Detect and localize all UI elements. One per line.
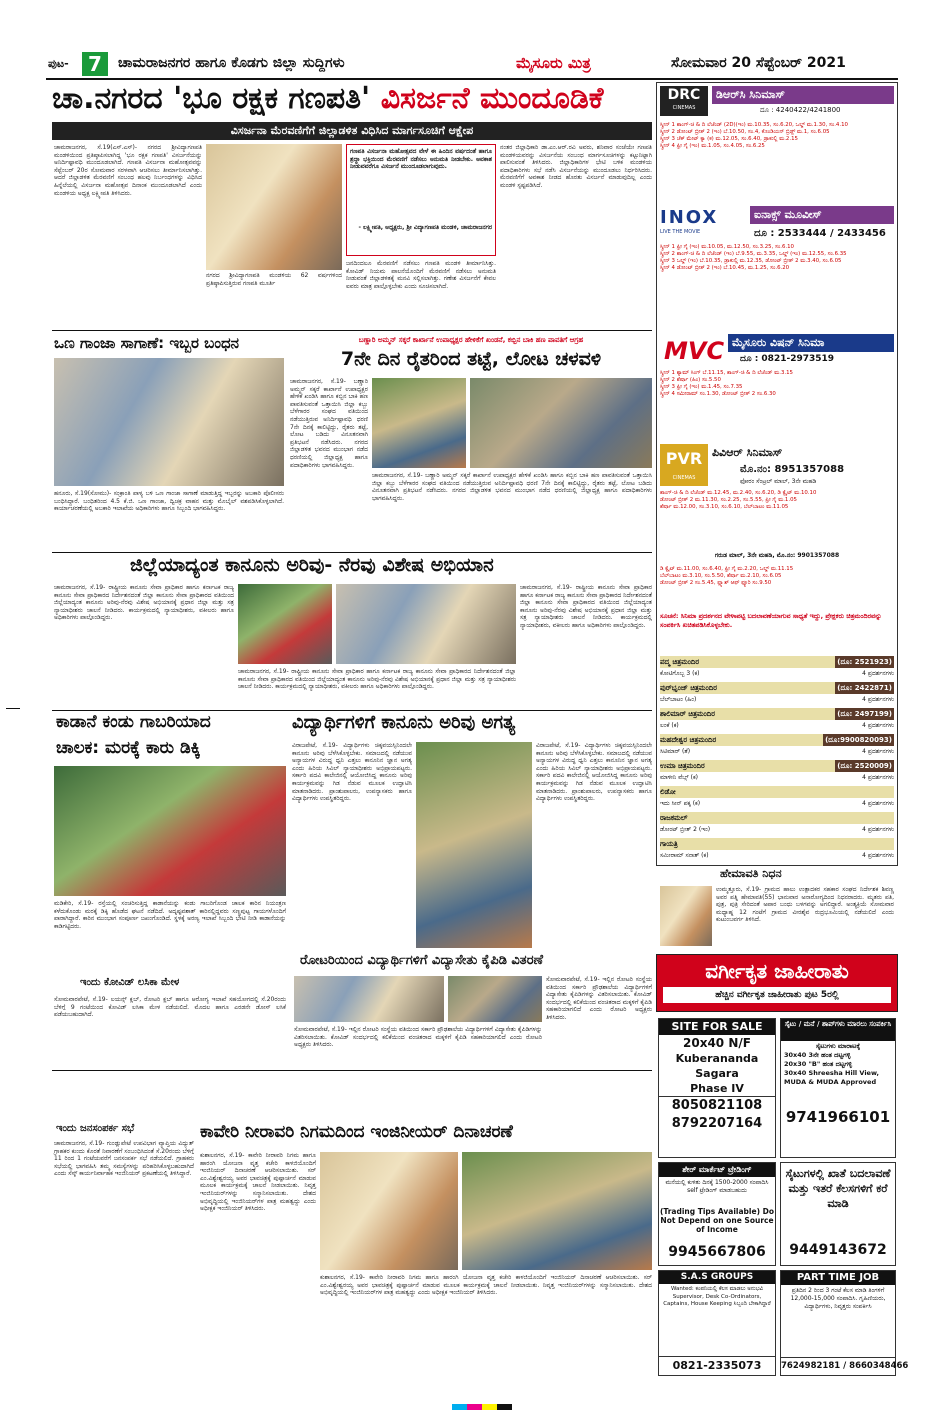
- legal-headline: ಜಿಲ್ಲೆಯಾದ್ಯಂತ ಕಾನೂನು ಅರಿವು- ನೆರವು ವಿಶೇಷ ಅಭಿಯಾನ: [130, 554, 494, 576]
- theatre-entry: [660, 734, 894, 760]
- lead-headline-red: ವಿಸರ್ಜನೆ ಮುಂದೂಡಿಕೆ: [380, 81, 604, 116]
- theatre-movie: ಇದು ಸೀನ್ ಪಕ್ಕ (ಕ): [660, 800, 701, 807]
- site-phone: 8792207164: [671, 1116, 763, 1131]
- drc-row: ಸ್ಕ್ರೀನ್ 3 ಚೆಕ್ ಮೇಟ್ ಕ್ಯಾ (ಕ) ಮ.12.05, ಸಂ.6.40, ಡ್ರಾಕುಲ್ಲಿ ಮ.2.15: [660, 136, 798, 142]
- mid-rule-1: [52, 552, 652, 553]
- masthead-rule: [46, 78, 898, 80]
- drc-logo-sub: CINEMAS: [672, 105, 696, 111]
- houses-phone: 9741966101: [785, 1108, 891, 1126]
- mvc-row: ಸ್ಕ್ರೀನ್ 3 ಫ್ರೀ ಗೈ (ಇಂ) ಮ.1.45, ಸಂ.7.35: [660, 384, 743, 390]
- theatre-name: ಪುರ್‌ಭೃಂಜ್ ಚಿತ್ರಮಂದಿರ: [660, 684, 717, 692]
- cauvery-body: ಕುಶಾಲನಗರ, ಸೆ.19- ಕಾವೇರಿ ನೀರಾವರಿ ನಿಗಮ ಹಾಗೂ ಹಾರಂಗಿ ಯೋಜನಾ ವೃತ್ತ ಕಚೇರಿ ಕಾಳಜಿಯೊಂದಿಗೆ ಇಂಜಿನಿಯರ್ ದಿನಾಚರಣೆ ಆಚರಿಸಲಾಯಿತು. ಸರ್ ಎಂ.ವಿಶ್ವೇಶ್ವರಯ್ಯ ಅವರ ಭಾವಚಿತ್ರಕ್ಕೆ ಪುಷ್ಪಾರ್ಚನೆ ಮಾಡುವ ಮೂಲಕ ಕಾರ್ಯಕ್ರಮಕ್ಕೆ ಚಾಲನೆ ನೀಡಲಾಯಿತು. ನಿವೃತ್ತ ಇಂಜಿನಿಯರ್‌ಗಳನ್ನು ಸನ್ಮಾನಿಸಲಾಯಿತು. ದೇಶದ ಅಭಿವೃದ್ಧಿಯಲ್ಲಿ ಇಂಜಿನಿಯರ್‌ಗಳ ಪಾತ್ರ ಮಹತ್ವದ್ದು ಎಂದು ಅಧೀಕ್ಷಕ ಇಂಜಿನಿಯರ್ ತಿಳಿಸಿದರು.: [200, 1152, 316, 1213]
- car-headline-1: ಕಾಡಾನೆ ಕಂಡು ಗಾಬರಿಯಾದ: [56, 712, 211, 732]
- pvr-row: ಡೋಂಟ್ ಬ್ರೀತ್ 2 ಮ.11.30, ಸಂ.2.25, ಸಂ.5.55, ಫ್ರೀ ಗೈ ಮ.1.05: [660, 497, 797, 503]
- car-photo: [54, 766, 286, 896]
- ganja-body: ಹನೂರು, ಸೆ.19(ಸೋಮು)- ಸಂಕ್ರಾಂತಿ ಪಾಳ್ಯ ಬಳಿ ಒಣ ಗಾಂಜಾ ಸಾಗಾಣೆ ಮಾಡುತ್ತಿದ್ದ ಇಬ್ಬರನ್ನು ಅಬಕಾರಿ ಪೊಲೀಸರು ಬಂಧಿಸಿದ್ದಾರೆ. ಬಂಧಿತರಿಂದ 4.5 ಕೆ.ಜಿ. ಒಣ ಗಾಂಜಾ, ದ್ವಿಚಕ್ರ ವಾಹನ ಮತ್ತು ಮೊಬೈಲ್ ವಶಪಡಿಸಿಕೊಳ್ಳಲಾಗಿದೆ. ಕಾರ್ಯಾಚರಣೆಯಲ್ಲಿ ಅಬಕಾರಿ ಇಲಾಖೆಯ ಅಧಿಕಾರಿಗಳು ಹಾಗೂ ಸಿಬ್ಬಂದಿ ಭಾಗವಹಿಸಿದ್ದರು.: [54, 490, 284, 513]
- theatre-movie: ಡೋಂಟ್ ಬ್ರೀತ್ 2 (ಇಂ): [660, 826, 711, 833]
- ad-sas-groups: [658, 1270, 776, 1376]
- rotary-headline: ರೋಟರಿಯಿಂದ ವಿದ್ಯಾರ್ಥಿಗಳಿಗೆ ವಿದ್ಯಾಸೇತು ಕೈಪಿಡಿ ವಿತರಣೆ: [300, 953, 544, 968]
- ganja-photo: [54, 358, 284, 486]
- garuda-row: ಡೋಂಟ್ ಬ್ರೀತ್ 2 ಸಂ.5.45, ಫ್ಲ್ಯಾಶ್ ಆಫ್ ಫ್ಯೂರಿ ಸಂ.9.50: [660, 580, 772, 586]
- ad-site-for-sale: [658, 1018, 776, 1158]
- car-body: ಮಡಿಕೇರಿ, ಸೆ.19- ರಸ್ತೆಯಲ್ಲಿ ಸಂಚರಿಸುತ್ತಿದ್ದ ಕಾಡಾನೆಯನ್ನು ಕಂಡು ಗಾಬರಿಗೊಂಡ ಚಾಲಕ ಕಾರಿನ ನಿಯಂತ್ರಣ ಕಳೆದುಕೊಂಡು ಮರಕ್ಕೆ ಡಿಕ್ಕಿ ಹೊಡೆದ ಘಟನೆ ನಡೆದಿದೆ. ಅದೃಷ್ಟವಶಾತ್ ಕಾರಿನಲ್ಲಿದ್ದವರು ಸಣ್ಣಪುಟ್ಟ ಗಾಯಗಳೊಂದಿಗೆ ಪಾರಾಗಿದ್ದಾರೆ. ಕಾರಿನ ಮುಂಭಾಗ ಸಂಪೂರ್ಣ ಜಖಂಗೊಂಡಿದೆ. ಸ್ಥಳಕ್ಕೆ ಅರಣ್ಯ ಇಲಾಖೆ ಸಿಬ್ಬಂದಿ ಭೇಟಿ ನೀಡಿ ಕಾಡಾನೆಯನ್ನು ಕಾಡಿಗಟ್ಟಿದರು.: [54, 900, 286, 930]
- legal-body: ಚಾಮರಾಜನಗರ, ಸೆ.19- ರಾಷ್ಟ್ರೀಯ ಕಾನೂನು ಸೇವಾ ಪ್ರಾಧಿಕಾರ ಹಾಗೂ ಕರ್ನಾಟಕ ರಾಜ್ಯ ಕಾನೂನು ಸೇವಾ ಪ್ರಾಧಿಕಾರದ ನಿರ್ದೇಶನದಂತೆ ಜಿಲ್ಲಾ ಕಾನೂನು ಸೇವಾ ಪ್ರಾಧಿಕಾರದ ವತಿಯಿಂದ ಜಿಲ್ಲೆಯಾದ್ಯಂತ ಕಾನೂನು ಅರಿವು-ನೆರವು ವಿಶೇಷ ಅಭಿಯಾನಕ್ಕೆ ಪ್ರಧಾನ ಜಿಲ್ಲಾ ಮತ್ತು ಸತ್ರ ನ್ಯಾಯಾಧೀಶರು ಚಾಲನೆ ನೀಡಿದರು. ಕಾರ್ಯಕ್ರಮದಲ್ಲಿ ನ್ಯಾಯಾಧೀಶರು, ವಕೀಲರು ಹಾಗೂ ಅಧಿಕಾರಿಗಳು ಪಾಲ್ಗೊಂಡಿದ್ದರು.: [54, 584, 234, 622]
- theatre-entry: [660, 708, 894, 734]
- ad-share-market: [658, 1162, 776, 1266]
- mid-rule-2: [52, 710, 652, 711]
- pvr-row: ಶೆರ್ಷಾ ಮ.12.00, ಸಂ.3.10, ಸಂ.6.10, ಬೆಲ್‌ಬಾಟಂ ಮ.11.05: [660, 504, 789, 510]
- obituary-body: ಉಮ್ಮತ್ತೂರು, ಸೆ.19- ಗ್ರಾಮದ ಹಾಲು ಉತ್ಪಾದಕರ ಸಹಕಾರ ಸಂಘದ ನಿರ್ದೇಶಕ ಶಿವಣ್ಣ ಅವರ ಪತ್ನಿ ಹೇಮಾವತಿ(55) ಭಾನುವಾರ ಅನಾರೋಗ್ಯದಿಂದ ನಿಧನರಾದರು. ಮೃತರು ಪತಿ, ಪುತ್ರ, ಪುತ್ರಿ ಸೇರಿದಂತೆ ಅಪಾರ ಬಂಧು ಬಳಗವನ್ನು ಅಗಲಿದ್ದಾರೆ. ಅಂತ್ಯಕ್ರಿಯೆ ಸೋಮವಾರ ಮಧ್ಯಾಹ್ನ 12 ಗಂಟೆಗೆ ಗ್ರಾಮದ ವೀರಶೈವ ರುದ್ರಭೂಮಿಯಲ್ಲಿ ನಡೆಯಲಿದೆ ಎಂದು ಕುಟುಂಬವರ್ಗ ತಿಳಿಸಿದೆ.: [716, 886, 894, 924]
- theatre-phone: (ದೂ:9900820093): [825, 736, 892, 744]
- theatre-name: ಗಾಯತ್ರಿ: [660, 840, 678, 848]
- sites-phone: 9449143672: [789, 1242, 887, 1258]
- site-phone: 8050821108: [659, 1096, 775, 1115]
- garuda-name: ಗರುಡ ಮಾಲ್, 3ನೇ ಮಹಡಿ, ಮೊ.ನಂ: 9901357088: [714, 552, 840, 559]
- lead-photo-caption: ನಗರದ ಶ್ರೀವಿದ್ಯಾಗಣಪತಿ ಮಂಡಳಿಯ 62 ವರ್ಷಗಳಿಂದ ಪ್ರತಿಷ್ಠಾಪಿಸುತ್ತಿರುವ ಗಣಪತಿ ಮೂರ್ತಿ: [206, 272, 342, 287]
- cauvery-headline: ಕಾವೇರಿ ನೀರಾವರಿ ನಿಗಮದಿಂದ ಇಂಜಿನೀಯರ್ ದಿನಾಚರಣೆ: [200, 1122, 513, 1142]
- drc-logo: [660, 86, 708, 116]
- theatre-movie: ಬೆಲ್‌ಬಾಟಂ (ಹಿಂ): [660, 696, 697, 703]
- sites-title: ಸೈಟುಗಳಲ್ಲಿ ಖಾತೆ ಬದಲಾವಣೆ ಮತ್ತು ಇತರೆ ಕೆಲಸಗಳಿಗೆ ಕರೆ ಮಾಡಿ: [785, 1167, 891, 1210]
- garuda-row: ಡಿ ಕ್ವೈಟ್ ಮ.11.00, ಸಂ.6.40, ಫ್ರೀ ಗೈ ಮ.2.20, ಒಲ್ಡ್ ಮ.11.15: [660, 566, 794, 572]
- pvr-address: ಫೋರಂ ಸೆಂಟ್ರಲ್ ಮಾಲ್, 3ನೇ ಮಹಡಿ: [740, 478, 817, 485]
- theatre-shows: 4 ಪ್ರದರ್ಶನಗಳು: [862, 696, 894, 703]
- houses-line: 30x40 Shreesha Hill View, MUDA & MUDA Approved: [784, 1069, 880, 1086]
- inox-name: ಐನಾಕ್ಸ್ ಮೂವೀಸ್: [750, 206, 894, 224]
- theatre-phone: (ದೂ: 2497199): [837, 710, 892, 718]
- sas-phone: 0821-2335073: [659, 1356, 775, 1375]
- theatre-shows: 4 ಪ್ರದರ್ಶನಗಳು: [862, 800, 894, 807]
- theatre-movie: ಸಮೀರಾಮ್ ಸನಾತ್ (ಕ): [660, 852, 709, 859]
- site-line: Sagara: [695, 1067, 739, 1080]
- theatre-name: ಮಹದೇಶ್ವರ ಚಿತ್ರಮಂದಿರ: [660, 736, 717, 744]
- inox-row: ಸ್ಕ್ರೀನ್ 3 ಒಲ್ಡ್ (ಇಂ) ಬೆ.10.35, ಡ್ರಾಕುಲ್ಲಿ ಮ.12.35, ಡೋಂಟ್ ಬ್ರೀತ್ 2 ಮ.3.40, ಸಂ.6.05: [660, 258, 842, 264]
- classifieds-banner-sub: ಹೆಚ್ಚಿನ ವರ್ಗೀಕೃತ ಜಾಹೀರಾತು ಪುಟ 5ರಲ್ಲಿ: [663, 987, 891, 1003]
- garuda-row: ಬೆಲ್‌ಬಾಟಂ ಮ.3.10, ಸಂ.5.50, ಶೆರ್ಷಾ ಮ.2.10, ಸಂ.6.05: [660, 573, 782, 579]
- farmers-headline: 7ನೇ ದಿನ ರೈತರಿಂದ ತಟ್ಟೆ, ಲೋಟ ಚಳವಳಿ: [340, 348, 602, 370]
- lead-body-left: ಚಾಮರಾಜನಗರ, ಸೆ.19(ಎಸ್.ಎಸ್)- ನಗರದ ಶ್ರೀವಿದ್ಯಾಗಣಪತಿ ಮಂಡಳಿಯಿಂದ ಪ್ರತಿಷ್ಠಾಪಿಸಲಾಗಿದ್ದ 'ಭೂ ರಕ್ಷಕ ಗಣಪತಿ' ವಿಸರ್ಜನೆಯನ್ನು ಅನಿರ್ದಿಷ್ಟಾವಧಿ ಮುಂದೂಡಲಾಗಿದೆ. ಗಣಪತಿ ವಿಸರ್ಜನಾ ಮಹೋತ್ಸವವನ್ನು ಸೆಪ್ಟೆಂಬರ್ 20ರ ಸೋಮವಾರ ಸರಳವಾಗಿ ಆಚರಿಸಲು ತೀರ್ಮಾನಿಸಲಾಗಿತ್ತು. ಆದರೆ ಜಿಲ್ಲಾಡಳಿತ ಮೆರವಣಿಗೆ ಸಂಬಂಧ ಹಲವು ನಿರ್ಬಂಧಗಳನ್ನು ವಿಧಿಸಿದ ಹಿನ್ನೆಲೆಯಲ್ಲಿ ವಿಸರ್ಜನಾ ಮಹೋತ್ಸವ ದಿನಾಂಕ ಮುಂದೂಡಲಾಗಿದೆ ಎಂದು ಮಂಡಳಿಯ ಅಧ್ಯಕ್ಷ ಲಕ್ಷ್ಮೀಪತಿ ತಿಳಿಸಿದರು.: [54, 144, 202, 197]
- theatre-shows: 4 ಪ್ರದರ್ಶನಗಳು: [862, 852, 894, 859]
- color-bar-bottom: [452, 1404, 512, 1410]
- inox-row: ಸ್ಕ್ರೀನ್ 4 ಡೋಂಟ್ ಬ್ರೀತ್ 2 (ಇಂ) ಬೆ.10.45, ಮ.1.25, ಸಂ.6.20: [660, 265, 790, 271]
- rotary-photo-1: [294, 976, 444, 1022]
- inox-phone: ದೂ : 2533444 / 2433456: [754, 228, 886, 239]
- inox-logo: [660, 208, 746, 238]
- theatre-list: [660, 656, 894, 864]
- theatre-entry: [660, 786, 894, 812]
- mvc-row: ಸ್ಕ್ರೀನ್ 1 ಶ್ಯಾಮ್ ಸಿಂಗ್ ಬೆ.11.15, ಶಾಂಗ್-ಚಿ & ದಿ ಲೆಜೆಂಡ್ ಮ.3.15: [660, 370, 793, 376]
- obituary-headline: ಹೇಮಾವತಿ ನಿಧನ: [720, 867, 782, 880]
- inox-logo-sub: LIVE THE MOVIE: [660, 229, 701, 235]
- sas-title: S.A.S GROUPS: [659, 1271, 775, 1284]
- vaccine-headline: ಇಂದು ಕೋವಿಡ್ ಲಸಿಕಾ ಮೇಳ: [80, 977, 180, 988]
- lead-body-right: ನಂತರ ಜಿಲ್ಲಾಧಿಕಾರಿ ಡಾ.ಎಂ.ಆರ್.ರವಿ ಅವರು, ಶನಿವಾರ ಸಂಜೆಯೇ ಗಣಪತಿ ಮಂಡಳಿಯವರನ್ನು ವಿಸರ್ಜನೆಯ ಸಂಬಂಧ ಮಾರ್ಗಸೂಚಿಗಳನ್ನು ಕಟ್ಟುನಿಟ್ಟಾಗಿ ಪಾಲಿಸುವಂತೆ ತಿಳಿಸಿದರು. ಜಿಲ್ಲಾಧಿಕಾರಿಗಳ ಭೇಟಿ ಬಳಿಕ ಮಂಡಳಿಯ ಪದಾಧಿಕಾರಿಗಳು ಸಭೆ ನಡೆಸಿ ವಿಸರ್ಜನೆಯನ್ನು ಮುಂದೂಡಲು ನಿರ್ಧರಿಸಿದರು. ಮೆರವಣಿಗೆಗೆ ಅವಕಾಶ ನೀಡದ ಹೊರತು ವಿಸರ್ಜನೆ ಮಾಡುವುದಿಲ್ಲ ಎಂದು ಮಂಡಳಿ ಸ್ಪಷ್ಟಪಡಿಸಿದೆ.: [500, 144, 652, 189]
- theatre-movie: ಲಂಕೆ (ಕ): [660, 722, 679, 729]
- classifieds-banner-title: ವರ್ಗೀಕೃತ ಜಾಹೀರಾತು: [705, 959, 849, 983]
- paper-name: ಮೈಸೂರು ಮಿತ್ರ: [516, 54, 591, 72]
- inox-row: ಸ್ಕ್ರೀನ್ 1 ಫ್ರೀ ಗೈ (ಇಂ) ಮ.10.05, ಮ.12.50, ಸಂ.3.25, ಸಂ.6.10: [660, 244, 794, 250]
- houses-line: 20x30 "B" ಹಂತ ದಟ್ಟಗಳ್ಳಿ: [784, 1060, 853, 1068]
- cinema-notice: ಸೂಚನೆ: ಸಿನಿಮಾ ಪ್ರದರ್ಶನದ ವೇಳಾಪಟ್ಟಿ ಬದಲಾವಣೆಯಾಗುವ ಸಾಧ್ಯತೆ ಇದ್ದು, ಪ್ರೇಕ್ಷಕರು ಚಿತ್ರಮಂದಿರವನ್ನು ಸಂಪರ್ಕಿಸಿ ಖಚಿತಪಡಿಸಿಕೊಳ್ಳಬೇಕು.: [660, 612, 882, 629]
- inox-row: ಸ್ಕ್ರೀನ್ 2 ಶಾಂಗ್-ಚಿ & ದಿ ಲೆಜೆಂಡ್ (ಇಂ) ಬೆ.9.55, ಮ.3.35, ಒಲ್ಡ್ (ಇಂ) ಮ.12.55, ಸಂ.6.35: [660, 251, 847, 257]
- lead-quote-author: - ಲಕ್ಷ್ಮೀಪತಿ, ಅಧ್ಯಕ್ಷರು, ಶ್ರೀ ವಿದ್ಯಾಗಣಪತಿ ಮಂಡಳಿ, ಚಾಮರಾಜನಗರ: [358, 224, 492, 231]
- theatre-entry: [660, 812, 894, 838]
- drc-rows: [660, 122, 894, 150]
- drc-row: ಸ್ಕ್ರೀನ್ 2 ಡೋಂಟ್ ಬ್ರೀತ್ 2 (ಇಂ) ಬೆ.10.50, ಸಂ.4, ಕೊಂಡಿಯನ್ ಬ್ರಿಡ್ಜ್ ಮ.1, ಸಂ.6.05: [660, 129, 830, 135]
- rotary-body-right: ಸೋಮವಾರಪೇಟೆ, ಸೆ.19- ಇಲ್ಲಿನ ರೋಟರಿ ಸಂಸ್ಥೆಯ ವತಿಯಿಂದ ಸರ್ಕಾರಿ ಪ್ರೌಢಶಾಲೆಯ ವಿದ್ಯಾರ್ಥಿಗಳಿಗೆ ವಿದ್ಯಾಸೇತು ಕೈಪಿಡಿಗಳನ್ನು ವಿತರಿಸಲಾಯಿತು. ಕೋವಿಡ್ ಸಂದರ್ಭದಲ್ಲಿ ಕಲಿಕೆಯಿಂದ ವಂಚಿತರಾದ ಮಕ್ಕಳಿಗೆ ಕೈಪಿಡಿ ಸಹಕಾರಿಯಾಗಲಿದೆ ಎಂದು ರೋಟರಿ ಅಧ್ಯಕ್ಷರು ತಿಳಿಸಿದರು.: [546, 976, 652, 1021]
- farmers-photo-2: [470, 378, 652, 468]
- rotary-photo-2: [448, 976, 542, 1022]
- share-body: ಮನೆಯಲ್ಲಿ ಕುಳಿತು ದಿನಕ್ಕೆ 1500-2000 ಸಂಪಾದಿಸಿ self ಟ್ರೇಡಿಂಗ್ ಮಾಡಬಹುದು: [665, 1179, 769, 1194]
- issue-date: ಸೋಮವಾರ 20 ಸೆಪ್ಟೆಂಬರ್ 2021: [671, 55, 846, 71]
- cauvery-photo-1: [320, 1152, 458, 1270]
- ptj-body: ಪ್ರತಿದಿನ 2 ರಿಂದ 3 ಗಂಟೆ ಕೆಲಸ ಮಾಡಿ ತಿಂಗಳಿಗೆ 12,000-15,000 ಸಂಪಾದಿಸಿ. ಗೃಹಿಣಿಯರು, ವಿದ್ಯಾರ್ಥಿಗಳು, ನಿವೃತ್ತರು ಸಂಪರ್ಕಿಸಿ: [790, 1287, 886, 1310]
- theatre-shows: 4 ಪ್ರದರ್ಶನಗಳು: [862, 774, 894, 781]
- mid-rule-3: [52, 1070, 652, 1071]
- page-number: 7: [82, 52, 108, 76]
- ad-part-time-job: [780, 1270, 909, 1376]
- mvc-rows: [660, 370, 894, 398]
- drc-logo-text: DRC: [667, 87, 701, 103]
- lead-quote-box: [346, 144, 496, 256]
- meeting-headline: ಇಂದು ಜನಸಂಪರ್ಕ ಸಭೆ: [56, 1123, 135, 1134]
- obituary-photo: [660, 886, 712, 946]
- students-body-right: ವಿರಾಜಪೇಟೆ, ಸೆ.19- ವಿದ್ಯಾರ್ಥಿಗಳು ಚಿಕ್ಕವಯಸ್ಸಿನಿಂದಲೇ ಕಾನೂನು ಅರಿವು ಬೆಳೆಸಿಕೊಳ್ಳಬೇಕು. ಸಮಾಜದಲ್ಲಿ ನಡೆಯುವ ಅನ್ಯಾಯಗಳ ವಿರುದ್ಧ ಧ್ವನಿ ಎತ್ತಲು ಕಾನೂನಿನ ಜ್ಞಾನ ಅಗತ್ಯ ಎಂದು ಹಿರಿಯ ಸಿವಿಲ್ ನ್ಯಾಯಾಧೀಶರು ಅಭಿಪ್ರಾಯಪಟ್ಟರು. ಸರ್ಕಾರಿ ಪದವಿ ಕಾಲೇಜಿನಲ್ಲಿ ಆಯೋಜಿಸಿದ್ದ ಕಾನೂನು ಅರಿವು ಕಾರ್ಯಕ್ರಮವನ್ನು ಗಿಡ ನೆಡುವ ಮೂಲಕ ಉದ್ಘಾಟಿಸಿ ಮಾತನಾಡಿದರು. ಪ್ರಾಂಶುಪಾಲರು, ಉಪನ್ಯಾಸಕರು ಹಾಗೂ ವಿದ್ಯಾರ್ಥಿಗಳು ಉಪಸ್ಥಿತರಿದ್ದರು.: [536, 742, 652, 803]
- theatre-phone: (ದೂ: 2520009): [837, 762, 892, 770]
- sas-body: Wanted: ಕಂಪನಿಯಲ್ಲಿ ಕೆಲಸ ಮಾಡಲು ಅನುಭವಿ Supervisor, Desk Co-Ordinators, Captains, House Keeping ಸಿಬ್ಬಂದಿ ಬೇಕಾಗಿದ್ದಾರೆ: [663, 1286, 771, 1307]
- theatre-entry: [660, 656, 894, 682]
- lead-quote: ಗಣಪತಿ ವಿಸರ್ಜನಾ ಮಹೋತ್ಸವದ ವೇಳೆ ಈ ಹಿಂದಿನ ವರ್ಷದಂತೆ ಹಾಗೂ ಶ್ರದ್ಧಾ ಭಕ್ತಿಯಿಂದ ಮೆರವಣಿಗೆ ನಡೆಸಲು ಅನುಮತಿ ನೀಡಬೇಕು. ಅವಕಾಶ ನೀಡುವವರೆಗೂ ವಿಸರ್ಜನೆ ಮುಂದೂಡಲಾಗುವುದು.: [350, 148, 492, 171]
- pvr-row: ಶಾಂಗ್-ಚಿ & ದಿ ಲೆಜೆಂಡ್ ಮ.12.45, ಮ.2.40, ಸಂ.6.20, ಡಿ ಕ್ವೈಟ್ ಮ.10.10: [660, 490, 817, 496]
- pvr-logo-sub: CINEMAS: [672, 475, 696, 481]
- mvc-row: ಸ್ಕ್ರೀನ್ 4 ಸಮೀರಾಮ್ ಸಂ.1.30, ಡೋಂಟ್ ಬ್ರೀತ್ 2 ಸಂ.6.30: [660, 391, 776, 397]
- mvc-phone: ದೂ : 0821-2973519: [740, 354, 835, 364]
- inox-rows: [660, 244, 894, 272]
- ad-houses: [780, 1018, 896, 1158]
- legal-photo-2: [336, 584, 516, 664]
- cauvery-body-cont: ಕುಶಾಲನಗರ, ಸೆ.19- ಕಾವೇರಿ ನೀರಾವರಿ ನಿಗಮ ಹಾಗೂ ಹಾರಂಗಿ ಯೋಜನಾ ವೃತ್ತ ಕಚೇರಿ ಕಾಳಜಿಯೊಂದಿಗೆ ಇಂಜಿನಿಯರ್ ದಿನಾಚರಣೆ ಆಚರಿಸಲಾಯಿತು. ಸರ್ ಎಂ.ವಿಶ್ವೇಶ್ವರಯ್ಯ ಅವರ ಭಾವಚಿತ್ರಕ್ಕೆ ಪುಷ್ಪಾರ್ಚನೆ ಮಾಡುವ ಮೂಲಕ ಕಾರ್ಯಕ್ರಮಕ್ಕೆ ಚಾಲನೆ ನೀಡಲಾಯಿತು. ನಿವೃತ್ತ ಇಂಜಿನಿಯರ್‌ಗಳನ್ನು ಸನ್ಮಾನಿಸಲಾಯಿತು. ದೇಶದ ಅಭಿವೃದ್ಧಿಯಲ್ಲಿ ಇಂಜಿನಿಯರ್‌ಗಳ ಪಾತ್ರ ಮಹತ್ವದ್ದು ಎಂದು ಅಧೀಕ್ಷಕ ಇಂಜಿನಿಯರ್ ತಿಳಿಸಿದರು.: [320, 1274, 652, 1297]
- vaccine-body: ಸೋಮವಾರಪೇಟೆ, ಸೆ.19- ಲಯನ್ಸ್ ಕ್ಲಬ್, ರೋಟರಿ ಕ್ಲಬ್ ಹಾಗೂ ಆರೋಗ್ಯ ಇಲಾಖೆ ಸಹಯೋಗದಲ್ಲಿ ಸೆ.20ರಂದು ಬೆಳಿಗ್ಗೆ 9 ಗಂಟೆಯಿಂದ ಕೋವಿಡ್ ಲಸಿಕಾ ಮೇಳ ನಡೆಯಲಿದೆ. ಮೊದಲ ಹಾಗೂ ಎರಡನೇ ಡೋಸ್ ಲಸಿಕೆ ಪಡೆಯಬಹುದಾಗಿದೆ.: [54, 996, 286, 1019]
- registration-mark-left: [6, 708, 20, 709]
- legal-photo-1: [238, 584, 332, 664]
- site-line: Phase IV: [690, 1082, 744, 1095]
- pvr-rows: [660, 490, 894, 511]
- theatre-shows: 4 ಪ್ರದರ್ಶನಗಳು: [862, 826, 894, 833]
- theatre-movie: ಮಾಳೀನಿ ವೆಬ್ಸ್ (ಕ): [660, 774, 699, 781]
- theatre-phone: (ದೂ: 2422871): [837, 684, 892, 692]
- drc-name: ಡಿಆರ್‌ಸಿ ಸಿನಿಮಾಸ್: [712, 86, 894, 104]
- share-title: ಶೇರ್ ಮಾರ್ಕೆಟ್ ಟ್ರೇಡಿಂಗ್: [659, 1163, 775, 1177]
- drc-row: ಸ್ಕ್ರೀನ್ 1 ಶಾಂಗ್-ಚಿ & ದಿ ಲೆಜೆಂಡ್ (2D)(ಇಂ) ಮ.10.35, ಸಂ.6.20, ಒಲ್ಡ್ ಮ.1.30, ಸಂ.4.10: [660, 122, 848, 128]
- site-title: SITE FOR SALE: [659, 1019, 775, 1035]
- mvc-logo: MVC: [664, 337, 725, 365]
- share-note: (Trading Tips Available) Do Not Depend on one Source of Income: [659, 1207, 774, 1234]
- students-headline: ವಿದ್ಯಾರ್ಥಿಗಳಿಗೆ ಕಾನೂನು ಅರಿವು ಅಗತ್ಯ: [292, 712, 516, 733]
- page-label: ಪುಟ-: [48, 57, 69, 70]
- students-photo: [416, 742, 532, 948]
- car-headline-2: ಚಾಲಕ: ಮರಕ್ಕೆ ಕಾರು ಡಿಕ್ಕಿ: [56, 738, 201, 758]
- legal-body-cont: ಚಾಮರಾಜನಗರ, ಸೆ.19- ರಾಷ್ಟ್ರೀಯ ಕಾನೂನು ಸೇವಾ ಪ್ರಾಧಿಕಾರ ಹಾಗೂ ಕರ್ನಾಟಕ ರಾಜ್ಯ ಕಾನೂನು ಸೇವಾ ಪ್ರಾಧಿಕಾರದ ನಿರ್ದೇಶನದಂತೆ ಜಿಲ್ಲಾ ಕಾನೂನು ಸೇವಾ ಪ್ರಾಧಿಕಾರದ ವತಿಯಿಂದ ಜಿಲ್ಲೆಯಾದ್ಯಂತ ಕಾನೂನು ಅರಿವು-ನೆರವು ವಿಶೇಷ ಅಭಿಯಾನಕ್ಕೆ ಪ್ರಧಾನ ಜಿಲ್ಲಾ ಮತ್ತು ಸತ್ರ ನ್ಯಾಯಾಧೀಶರು ಚಾಲನೆ ನೀಡಿದರು. ಕಾರ್ಯಕ್ರಮದಲ್ಲಿ ನ್ಯಾಯಾಧೀಶರು, ವಕೀಲರು ಹಾಗೂ ಅಧಿಕಾರಿಗಳು ಪಾಲ್ಗೊಂಡಿದ್ದರು.: [238, 668, 516, 691]
- lead-photo-ganesha: [206, 144, 342, 270]
- theatre-movie: ಕೋಟಿಗೊಬ್ಬ 3 (ಕ): [660, 670, 700, 677]
- theatre-shows: 4 ಪ್ರದರ್ಶನಗಳು: [862, 722, 894, 729]
- lead-rule: [52, 330, 652, 331]
- theatre-name: ಶಾಲಿಮಾರ್ ಚಿತ್ರಮಂದಿರ: [660, 710, 715, 718]
- ganja-headline: ಒಣ ಗಾಂಜಾ ಸಾಗಾಣೆ: ಇಬ್ಬರ ಬಂಧನ: [54, 334, 240, 352]
- mvc-row: ಸ್ಕ್ರೀನ್ 2 ಶೆರ್ಷಾ (ಹಿಂ) ಸಂ.5.50: [660, 377, 721, 383]
- classifieds-banner: [656, 954, 898, 1012]
- theatre-movie: ಸಿಟಿಮಾರ್ (ತೆ): [660, 748, 691, 755]
- masthead: [46, 52, 898, 76]
- houses-sub: ಸೈಟುಗಳು ಮಾರಾಟಕ್ಕೆ: [815, 1042, 861, 1050]
- farmers-photo-1: [372, 378, 466, 468]
- farmers-kicker: ಬಣ್ಣಾರಿ ಅಮ್ಮನ್ ಸಕ್ಕರೆ ಕಾರ್ಖಾನೆ ಉಪಾಧ್ಯಕ್ಷರ ಹೇಳಿಕೆಗೆ ಖಂಡನೆ, ಕಬ್ಬಿನ ಬಾಕಿ ಹಣ ಪಾವತಿಗೆ ಆಗ್ರಹ: [358, 336, 584, 344]
- rotary-body: ಸೋಮವಾರಪೇಟೆ, ಸೆ.19- ಇಲ್ಲಿನ ರೋಟರಿ ಸಂಸ್ಥೆಯ ವತಿಯಿಂದ ಸರ್ಕಾರಿ ಪ್ರೌಢಶಾಲೆಯ ವಿದ್ಯಾರ್ಥಿಗಳಿಗೆ ವಿದ್ಯಾಸೇತು ಕೈಪಿಡಿಗಳನ್ನು ವಿತರಿಸಲಾಯಿತು. ಕೋವಿಡ್ ಸಂದರ್ಭದಲ್ಲಿ ಕಲಿಕೆಯಿಂದ ವಂಚಿತರಾದ ಮಕ್ಕಳಿಗೆ ಕೈಪಿಡಿ ಸಹಕಾರಿಯಾಗಲಿದೆ ಎಂದು ರೋಟರಿ ಅಧ್ಯಕ್ಷರು ತಿಳಿಸಿದರು.: [294, 1026, 542, 1049]
- pvr-logo: [660, 444, 708, 486]
- theatre-entry: [660, 838, 894, 864]
- drc-phone: ದೂ : 4240422/4241800: [760, 106, 841, 114]
- share-phone: 9945667806: [668, 1244, 766, 1260]
- legal-body-right: ಚಾಮರಾಜನಗರ, ಸೆ.19- ರಾಷ್ಟ್ರೀಯ ಕಾನೂನು ಸೇವಾ ಪ್ರಾಧಿಕಾರ ಹಾಗೂ ಕರ್ನಾಟಕ ರಾಜ್ಯ ಕಾನೂನು ಸೇವಾ ಪ್ರಾಧಿಕಾರದ ನಿರ್ದೇಶನದಂತೆ ಜಿಲ್ಲಾ ಕಾನೂನು ಸೇವಾ ಪ್ರಾಧಿಕಾರದ ವತಿಯಿಂದ ಜಿಲ್ಲೆಯಾದ್ಯಂತ ಕಾನೂನು ಅರಿವು-ನೆರವು ವಿಶೇಷ ಅಭಿಯಾನಕ್ಕೆ ಪ್ರಧಾನ ಜಿಲ್ಲಾ ಮತ್ತು ಸತ್ರ ನ್ಯಾಯಾಧೀಶರು ಚಾಲನೆ ನೀಡಿದರು. ಕಾರ್ಯಕ್ರಮದಲ್ಲಿ ನ್ಯಾಯಾಧೀಶರು, ವಕೀಲರು ಹಾಗೂ ಅಧಿಕಾರಿಗಳು ಪಾಲ್ಗೊಂಡಿದ್ದರು.: [520, 584, 653, 629]
- lead-headline: [52, 81, 652, 120]
- theatre-shows: 4 ಪ್ರದರ್ಶನಗಳು: [862, 670, 894, 677]
- theatre-name: ಲಿಡೋ: [660, 788, 676, 796]
- drc-row: ಸ್ಕ್ರೀನ್ 4 ಫ್ರೀ ಗೈ (ಇಂ) ಮ.1.05, ಸಂ.4.05, ಸಂ.6.25: [660, 143, 765, 149]
- ptj-title: PART TIME JOB: [781, 1271, 895, 1285]
- site-line: Kuberananda: [675, 1052, 759, 1065]
- students-body: ವಿರಾಜಪೇಟೆ, ಸೆ.19- ವಿದ್ಯಾರ್ಥಿಗಳು ಚಿಕ್ಕವಯಸ್ಸಿನಿಂದಲೇ ಕಾನೂನು ಅರಿವು ಬೆಳೆಸಿಕೊಳ್ಳಬೇಕು. ಸಮಾಜದಲ್ಲಿ ನಡೆಯುವ ಅನ್ಯಾಯಗಳ ವಿರುದ್ಧ ಧ್ವನಿ ಎತ್ತಲು ಕಾನೂನಿನ ಜ್ಞಾನ ಅಗತ್ಯ ಎಂದು ಹಿರಿಯ ಸಿವಿಲ್ ನ್ಯಾಯಾಧೀಶರು ಅಭಿಪ್ರಾಯಪಟ್ಟರು. ಸರ್ಕಾರಿ ಪದವಿ ಕಾಲೇಜಿನಲ್ಲಿ ಆಯೋಜಿಸಿದ್ದ ಕಾನೂನು ಅರಿವು ಕಾರ್ಯಕ್ರಮವನ್ನು ಗಿಡ ನೆಡುವ ಮೂಲಕ ಉದ್ಘಾಟಿಸಿ ಮಾತನಾಡಿದರು. ಪ್ರಾಂಶುಪಾಲರು, ಉಪನ್ಯಾಸಕರು ಹಾಗೂ ವಿದ್ಯಾರ್ಥಿಗಳು ಉಪಸ್ಥಿತರಿದ್ದರು.: [292, 742, 412, 803]
- section-title: ಚಾಮರಾಜನಗರ ಹಾಗೂ ಕೊಡಗು ಜಿಲ್ಲಾ ಸುದ್ದಿಗಳು: [118, 55, 345, 71]
- lead-subhead: ವಿಸರ್ಜನಾ ಮೆರವಣಿಗೆಗೆ ಜಿಲ್ಲಾಡಳಿತ ವಿಧಿಸಿದ ಮಾರ್ಗಸೂಚಿಗೆ ಆಕ್ಷೇಪ: [52, 122, 652, 140]
- pvr-phone: ಮೊ.ನಂ: 8951357088: [740, 464, 845, 475]
- houses-title: ಸೈಟು / ಮನೆ / ಶಾಪ್‌ಗಳು ಮಾರಲು ಸಂಪರ್ಕಿಸಿ: [781, 1019, 895, 1041]
- ptj-phone: 7624982181 / 8660348466: [781, 1357, 895, 1374]
- farmers-body-cont: ಚಾಮರಾಜನಗರ, ಸೆ.19- ಬಣ್ಣಾರಿ ಅಮ್ಮನ್ ಸಕ್ಕರೆ ಕಾರ್ಖಾನೆ ಉಪಾಧ್ಯಕ್ಷರ ಹೇಳಿಕೆ ಖಂಡಿಸಿ ಹಾಗೂ ಕಬ್ಬಿನ ಬಾಕಿ ಹಣ ಪಾವತಿಸುವಂತೆ ಒತ್ತಾಯಿಸಿ ಜಿಲ್ಲಾ ಕಬ್ಬು ಬೆಳೆಗಾರರ ಸಂಘದ ವತಿಯಿಂದ ನಡೆಯುತ್ತಿರುವ ಅನಿರ್ದಿಷ್ಟಾವಧಿ ಧರಣಿ 7ನೇ ದಿನಕ್ಕೆ ಕಾಲಿಟ್ಟಿದ್ದು, ರೈತರು ತಟ್ಟೆ, ಲೋಟ ಬಡಿದು ವಿನೂತನವಾಗಿ ಪ್ರತಿಭಟನೆ ನಡೆಸಿದರು. ನಗರದ ಜಿಲ್ಲಾಡಳಿತ ಭವನದ ಮುಂಭಾಗ ನಡೆದ ಧರಣಿಯಲ್ಲಿ ಜಿಲ್ಲಾಧ್ಯಕ್ಷ ಹಾಗೂ ಪದಾಧಿಕಾರಿಗಳು ಭಾಗವಹಿಸಿದ್ದರು.: [372, 472, 652, 502]
- farmers-body: ಚಾಮರಾಜನಗರ, ಸೆ.19- ಬಣ್ಣಾರಿ ಅಮ್ಮನ್ ಸಕ್ಕರೆ ಕಾರ್ಖಾನೆ ಉಪಾಧ್ಯಕ್ಷರ ಹೇಳಿಕೆ ಖಂಡಿಸಿ ಹಾಗೂ ಕಬ್ಬಿನ ಬಾಕಿ ಹಣ ಪಾವತಿಸುವಂತೆ ಒತ್ತಾಯಿಸಿ ಜಿಲ್ಲಾ ಕಬ್ಬು ಬೆಳೆಗಾರರ ಸಂಘದ ವತಿಯಿಂದ ನಡೆಯುತ್ತಿರುವ ಅನಿರ್ದಿಷ್ಟಾವಧಿ ಧರಣಿ 7ನೇ ದಿನಕ್ಕೆ ಕಾಲಿಟ್ಟಿದ್ದು, ರೈತರು ತಟ್ಟೆ, ಲೋಟ ಬಡಿದು ವಿನೂತನವಾಗಿ ಪ್ರತಿಭಟನೆ ನಡೆಸಿದರು. ನಗರದ ಜಿಲ್ಲಾಡಳಿತ ಭವನದ ಮುಂಭಾಗ ನಡೆದ ಧರಣಿಯಲ್ಲಿ ಜಿಲ್ಲಾಧ್ಯಕ್ಷ ಹಾಗೂ ಪದಾಧಿಕಾರಿಗಳು ಭಾಗವಹಿಸಿದ್ದರು.: [290, 378, 368, 469]
- site-line: 20x40 N/F: [683, 1036, 751, 1050]
- cauvery-photo-2: [462, 1152, 652, 1270]
- theatre-name: ರಾಜಕಮಲ್: [660, 814, 688, 822]
- theatre-entry: [660, 682, 894, 708]
- theatre-shows: 4 ಪ್ರದರ್ಶನಗಳು: [862, 748, 894, 755]
- mvc-name: ಮೈಸೂರು ವಿಷನ್ ಸಿನಿಮಾ: [728, 334, 894, 352]
- ad-sites-khata: [780, 1162, 896, 1266]
- theatre-phone: (ದೂ: 2521923): [837, 658, 892, 666]
- inox-logo-text: INOX: [660, 207, 719, 228]
- theatre-entry: [660, 760, 894, 786]
- theatre-name: ಪದ್ಮ ಚಿತ್ರಮಂದಿರ: [660, 658, 700, 666]
- pvr-logo-text: PVR: [665, 449, 703, 468]
- meeting-body: ಚಾಮರಾಜನಗರ, ಸೆ.19- ಗುಂಡ್ಲುಪೇಟೆ ಉಪವಿಭಾಗ ವ್ಯಾಪ್ತಿಯ ವಿದ್ಯುತ್ ಗ್ರಾಹಕರ ಕುಂದು ಕೊರತೆ ನಿವಾರಣೆಗೆ ಸಂಬಂಧಿಸಿದಂತೆ ಸೆ.20ರಂದು ಬೆಳಿಗ್ಗೆ 11 ರಿಂದ 1 ಗಂಟೆಯವರೆಗೆ ಜನಸಂಪರ್ಕ ಸಭೆ ನಡೆಯಲಿದೆ. ಗ್ರಾಹಕರು ಸಭೆಯಲ್ಲಿ ಭಾಗವಹಿಸಿ ತಮ್ಮ ಸಮಸ್ಯೆಗಳನ್ನು ಪರಿಹರಿಸಿಕೊಳ್ಳಬಹುದಾಗಿದೆ ಎಂದು ಸೆಸ್ಕ್ ಕಾರ್ಯನಿರ್ವಾಹಕ ಇಂಜಿನಿಯರ್ ಪ್ರಕಟಣೆಯಲ್ಲಿ ತಿಳಿಸಿದ್ದಾರೆ.: [54, 1140, 194, 1178]
- pvr-name: ಪಿವಿಆರ್ ಸಿನಿಮಾಸ್: [712, 446, 783, 459]
- theatre-name: ಉಮಾ ಚಿತ್ರಮಂದಿರ: [660, 762, 705, 770]
- lead-body-mid: ಜನದಿಂದಲೂ ಮೆರವಣಿಗೆ ನಡೆಸಲು ಗಣಪತಿ ಮಂಡಳಿ ತೀರ್ಮಾನಿಸಿತ್ತು. ಕೋವಿಡ್ ನಿಯಮ ಪಾಲನೆಯೊಂದಿಗೆ ಮೆರವಣಿಗೆ ನಡೆಸಲು ಅನುಮತಿ ನೀಡುವಂತೆ ಜಿಲ್ಲಾಡಳಿತಕ್ಕೆ ಮನವಿ ಸಲ್ಲಿಸಲಾಗಿತ್ತು. ಗಣೇಶ ವಿಸರ್ಜನೆಗೆ ಕೇವಲ ಐವರು ಮಾತ್ರ ಪಾಲ್ಗೊಳ್ಳಬೇಕು ಎಂದು ಸೂಚಿಸಲಾಗಿದೆ.: [346, 260, 496, 290]
- garuda-rows: [660, 566, 894, 587]
- lead-headline-black: ಚಾ.ನಗರದ 'ಭೂ ರಕ್ಷಕ ಗಣಪತಿ': [52, 81, 371, 116]
- houses-line: 30x40 3ನೇ ಹಂತ ದಟ್ಟಗಳ್ಳಿ: [784, 1051, 851, 1059]
